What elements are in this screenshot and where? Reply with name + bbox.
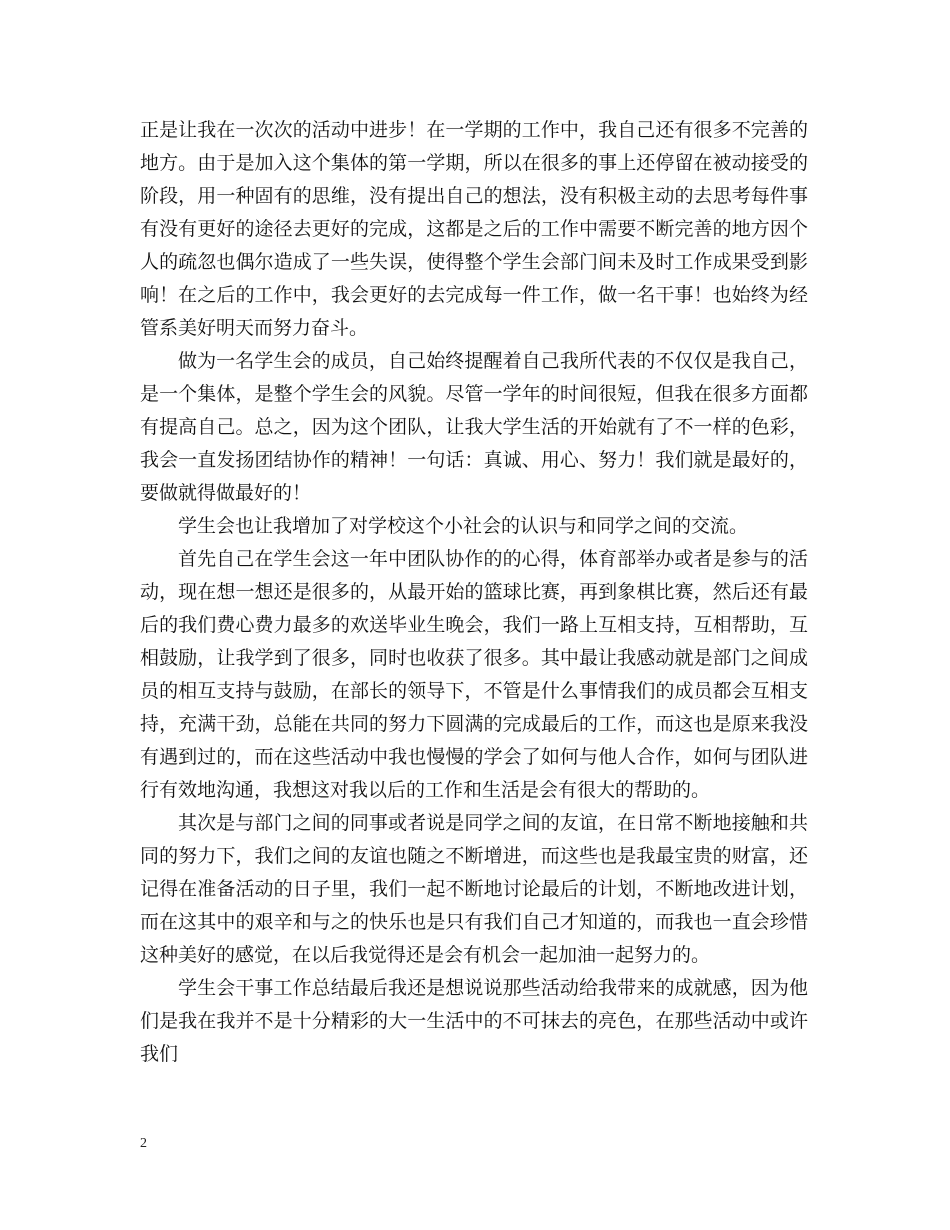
- paragraph: 其次是与部门之间的同事或者说是同学之间的友谊，在日常不断地接触和共同的努力下，我们之间的友谊也随之不断增进，而这些也是我最宝贵的财富，还记得在准备活动的日子里，我们一起不断地讨论最后的计划，不断地改进计划，而在这其中的艰辛和与之的快乐也是只有我们自己才知道的，而我也一直会珍惜这种美好的感觉，在以后我觉得还是会有机会一起加油一起努力的。: [140, 812, 808, 966]
- paragraph: 学生会也让我增加了对学校这个小社会的认识与和同学之间的交流。: [178, 515, 749, 537]
- paragraph: 学生会干事工作总结最后我还是想说说那些活动给我带来的成就感，因为他们是我在我并不是十分精彩的大一生活中的不可抹去的亮色，在那些活动中或许我们: [140, 977, 808, 1065]
- paragraph-continued: 正是让我在一次次的活动中进步！在一学期的工作中，我自己还有很多不完善的地方。由于是加入这个集体的第一学期，所以在很多的事上还停留在被动接受的阶段，用一种固有的思维，没有提出自己的想法，没有积极主动的去思考每件事有没有更好的途径去更好的完成，这都是之后的工作中需要不断完善的地方因个人的疏忽也偶尔造成了一些失误，使得整个学生会部门间未及时工作成果受到影响！在之后的工作中，我会更好的去完成每一件工作，做一名干事！也始终为经管系美好明天而努力奋斗。: [140, 119, 808, 339]
- paragraph: 做为一名学生会的成员，自己始终提醒着自己我所代表的不仅仅是我自己，是一个集体，是整个学生会的风貌。尽管一学年的时间很短，但我在很多方面都有提高自己。总之，因为这个团队，让我大学生活的开始就有了不一样的色彩，我会一直发扬团结协作的精神！一句话：真诚、用心、努力！我们就是最好的，要做就得做最好的！: [140, 350, 808, 504]
- document-body: [140, 114, 808, 1071]
- page-number: 2: [140, 1136, 147, 1151]
- paragraph: 首先自己在学生会这一年中团队协作的的心得，体育部举办或者是参与的活动，现在想一想还是很多的，从最开始的篮球比赛，再到象棋比赛，然后还有最后的我们费心费力最多的欢送毕业生晚会，我们一路上互相支持，互相帮助，互相鼓励，让我学到了很多，同时也收获了很多。其中最让我感动就是部门之间成员的相互支持与鼓励，在部长的领导下，不管是什么事情我们的成员都会互相支持，充满干劲，总能在共同的努力下圆满的完成最后的工作，而这也是原来我没有遇到过的，而在这些活动中我也慢慢的学会了如何与他人合作，如何与团队进行有效地沟通，我想这对我以后的工作和生活是会有很大的帮助的。: [140, 548, 808, 801]
